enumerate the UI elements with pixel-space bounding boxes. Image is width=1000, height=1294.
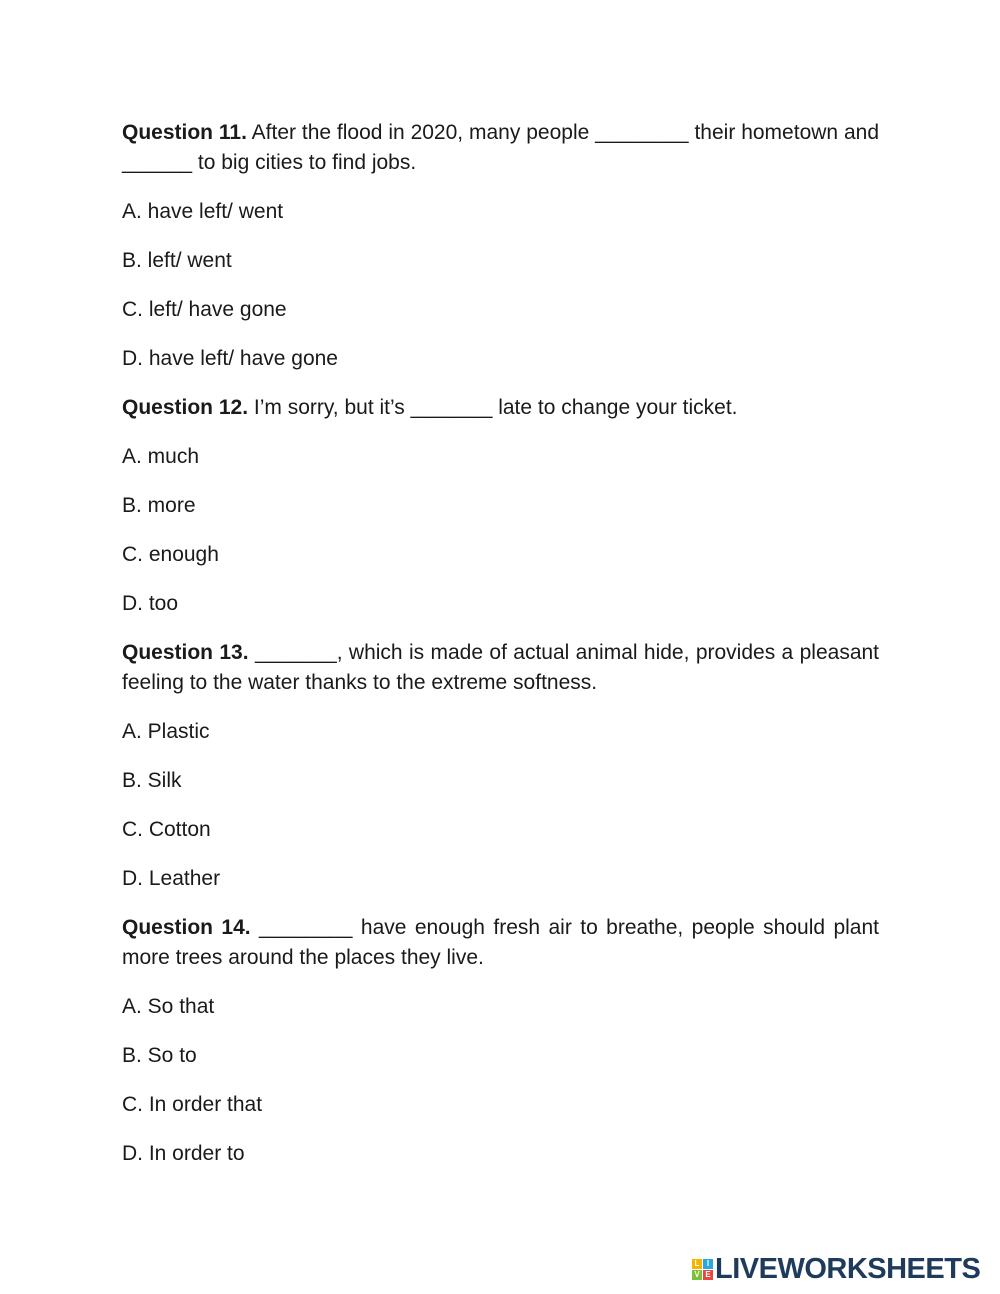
option-a: A. much	[122, 445, 200, 468]
question-stem	[122, 393, 879, 423]
logo-block: L	[692, 1259, 702, 1269]
option-a: A. So that	[122, 995, 215, 1018]
logo-block: I	[703, 1259, 713, 1269]
question-stem	[122, 638, 879, 698]
question-11	[122, 118, 879, 374]
question-text: _______, which is made of actual animal hide, provides a pleasant feeling to the water thanks to the extreme softness.	[122, 641, 880, 694]
logo-block: V	[692, 1270, 702, 1280]
option-a: A. Plastic	[122, 720, 210, 743]
question-14	[122, 913, 879, 1169]
option-b: B. left/ went	[122, 249, 232, 272]
worksheet-page	[122, 118, 879, 1188]
option-b: B. Silk	[122, 769, 182, 792]
question-label: Question 11.	[122, 121, 247, 144]
question-12	[122, 393, 879, 619]
question-stem	[122, 118, 879, 178]
question-label: Question 14.	[122, 916, 251, 939]
option-d: D. too	[122, 592, 179, 615]
question-stem	[122, 913, 879, 973]
liveworksheets-logo	[692, 1252, 980, 1286]
option-d: D. In order to	[122, 1142, 245, 1165]
option-d: D. have left/ have gone	[122, 347, 338, 370]
logo-blocks-icon	[692, 1259, 713, 1280]
question-text: ________ have enough fresh air to breathe, people should plant more trees around the places they live.	[122, 916, 880, 969]
option-c: C. In order that	[122, 1093, 263, 1116]
question-label: Question 12.	[122, 396, 249, 419]
question-label: Question 13.	[122, 641, 249, 664]
question-text: I’m sorry, but it’s _______ late to change your ticket.	[248, 396, 738, 419]
option-c: C. Cotton	[122, 818, 211, 841]
option-d: D. Leather	[122, 867, 221, 890]
logo-block: E	[703, 1270, 713, 1280]
question-text: After the flood in 2020, many people ________ their hometown and ______ to big cities to find jobs.	[122, 121, 880, 174]
option-c: C. left/ have gone	[122, 298, 287, 321]
logo-text: LIVEWORKSHEETS	[715, 1252, 981, 1285]
option-a: A. have left/ went	[122, 200, 284, 223]
question-13	[122, 638, 879, 894]
option-b: B. So to	[122, 1044, 197, 1067]
option-c: C. enough	[122, 543, 219, 566]
option-b: B. more	[122, 494, 196, 517]
